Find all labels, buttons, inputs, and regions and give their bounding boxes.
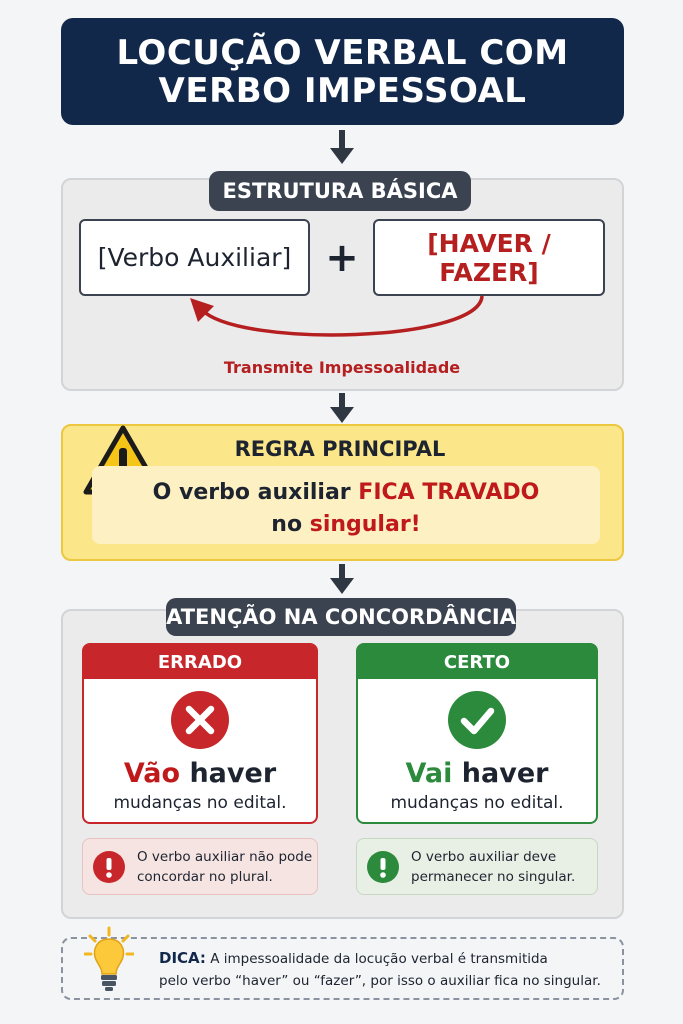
structure-label: ESTRUTURA BÁSICA <box>209 171 471 211</box>
plus-sign: + <box>325 235 359 281</box>
wrong-verb: Vão <box>123 757 181 789</box>
rule-text-part-2: no <box>271 512 310 537</box>
wrong-note-text: O verbo auxiliar não pode concordar no plural. <box>137 849 313 885</box>
rule-highlight-travado: FICA TRAVADO <box>358 480 540 505</box>
arrow-down-icon <box>330 564 354 600</box>
right-verb-rest: haver <box>452 757 549 789</box>
wrong-note <box>82 838 318 895</box>
right-verb: Vai <box>405 757 453 789</box>
curved-arrow-icon <box>180 292 500 352</box>
tip-text-line-1: A impessoalidade da locução verbal é transmitida <box>205 951 548 967</box>
tip-line-2: pelo verbo “haver” ou “fazer”, por isso o auxiliar fica no singular. <box>159 973 601 989</box>
rule-line-2 <box>271 509 420 541</box>
exclamation-circle-icon <box>93 851 125 883</box>
wrong-verb-rest: haver <box>180 757 277 789</box>
transmission-caption: Transmite Impessoalidade <box>223 357 461 377</box>
right-note <box>356 838 598 895</box>
lightbulb-icon <box>84 926 134 994</box>
auxiliary-verb-box: [Verbo Auxiliar] <box>79 219 310 296</box>
title-banner <box>61 18 624 125</box>
right-example-phrase <box>358 755 596 791</box>
rule-title: REGRA PRINCIPAL <box>234 437 446 461</box>
wrong-card-header: ERRADO <box>84 645 316 679</box>
right-note-text: O verbo auxiliar deve permanecer no singular. <box>411 849 576 885</box>
arrow-down-icon <box>330 130 354 166</box>
tip-line-1 <box>159 947 609 970</box>
rule-highlight-singular: singular! <box>309 512 421 537</box>
tip-text <box>159 947 609 993</box>
right-card-header: CERTO <box>358 645 596 679</box>
main-verb-box: [HAVER / FAZER] <box>373 219 605 296</box>
wrong-example-phrase <box>84 755 316 791</box>
x-circle-icon <box>171 691 229 749</box>
rule-line-1 <box>153 477 540 509</box>
rule-text <box>92 474 600 544</box>
tip-label: DICA: <box>159 949 206 967</box>
rule-text-part-1: O verbo auxiliar <box>152 480 359 505</box>
right-example-card <box>356 643 598 824</box>
check-circle-icon <box>448 691 506 749</box>
title-line-2: VERBO IMPESSOAL <box>158 70 527 111</box>
wrong-example-card <box>82 643 318 824</box>
agreement-label: ATENÇÃO NA CONCORDÂNCIA <box>166 598 516 636</box>
title-line-1: LOCUÇÃO VERBAL COM <box>116 32 569 73</box>
wrong-example-sub: mudanças no edital. <box>113 793 287 813</box>
right-example-sub: mudanças no edital. <box>390 793 564 813</box>
exclamation-circle-icon <box>367 851 399 883</box>
